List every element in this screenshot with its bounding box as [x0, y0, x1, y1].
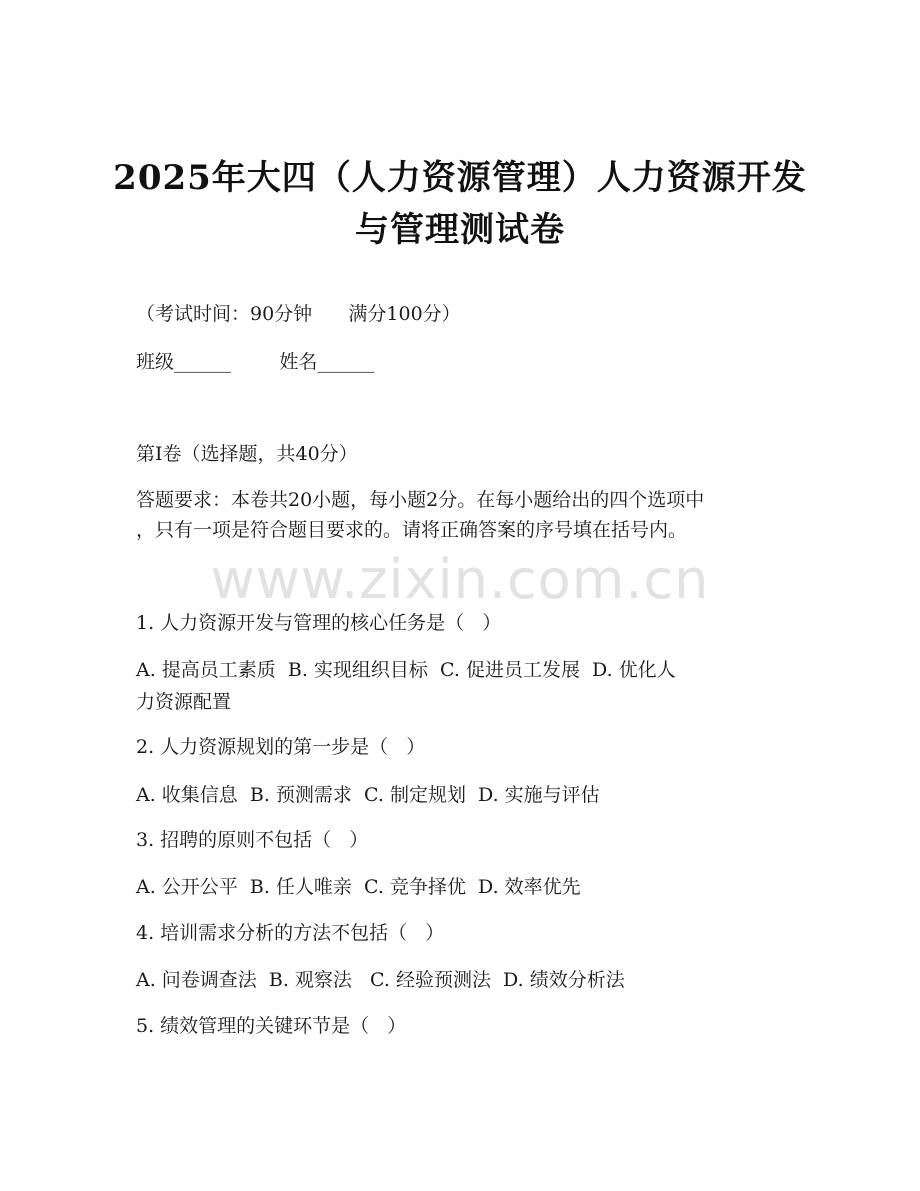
exam-info: （考试时间：90分钟 满分100分） [136, 303, 461, 325]
instructions-line-1: 答题要求：本卷共20小题，每小题2分。在每小题给出的四个选项中 [136, 489, 705, 511]
question-3-stem: 3. 招聘的原则不包括（ ） [136, 829, 369, 851]
question-1-options-line-2: 力资源配置 [136, 691, 232, 713]
question-1-stem: 1. 人力资源开发与管理的核心任务是（ ） [136, 612, 502, 634]
question-4-stem: 4. 培训需求分析的方法不包括（ ） [136, 922, 445, 944]
question-4-options: A. 问卷调查法 B. 观察法 C. 经验预测法 D. 绩效分析法 [136, 969, 625, 991]
section-title: 第I卷（选择题，共40分） [136, 443, 358, 465]
question-5-stem: 5. 绩效管理的关键环节是（ ） [136, 1015, 407, 1037]
document-title-line-2: 与管理测试卷 [355, 210, 565, 250]
watermark: www.zixin.com.cn [210, 548, 710, 611]
question-1-options-line-1: A. 提高员工素质 B. 实现组织目标 C. 促进员工发展 D. 优化人 [136, 659, 676, 681]
document-title-line-1: 2025年大四（人力资源管理）人力资源开发 [113, 158, 807, 198]
question-2-stem: 2. 人力资源规划的第一步是（ ） [136, 736, 426, 758]
question-2-options: A. 收集信息 B. 预测需求 C. 制定规划 D. 实施与评估 [136, 784, 600, 806]
question-3-options: A. 公开公平 B. 任人唯亲 C. 竞争择优 D. 效率优先 [136, 876, 581, 898]
class-name-row: 班级______ 姓名______ [136, 351, 375, 373]
instructions-line-2: ，只有一项是符合题目要求的。请将正确答案的序号填在括号内。 [136, 519, 688, 541]
